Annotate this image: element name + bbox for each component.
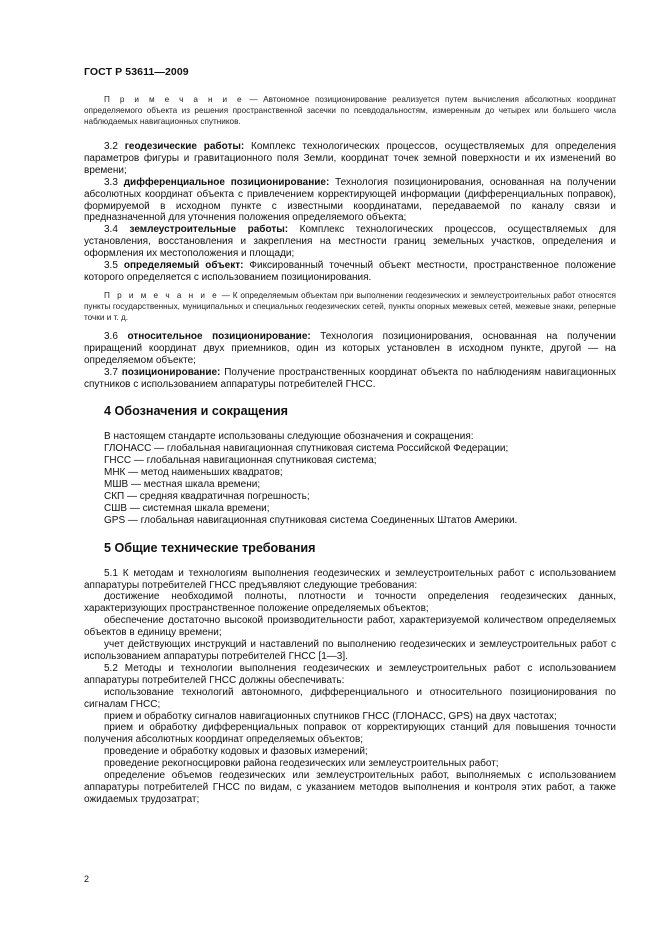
definition-term: позиционирование:: [121, 366, 221, 378]
definition-term: дифференциальное позиционирование:: [123, 176, 330, 188]
definition-number: 3.4: [104, 224, 130, 236]
definition-3-3: [84, 177, 616, 225]
definition-term: определяемый объект:: [123, 260, 244, 272]
list-item: МНК — метод наименьших квадратов;: [104, 467, 283, 479]
note-2: [84, 290, 616, 323]
paragraph: учет действующих инструкций и наставлений по выполнению геодезических и землеустроительных работ с использованием аппаратуры потребителей ГНСС [1—3].: [84, 639, 616, 662]
abbreviations-intro: В настоящем стандарте использованы следующие обозначения и сокращения:: [104, 431, 474, 443]
note-1-label: П р и м е ч а н и е: [104, 95, 244, 104]
list-item: ГЛОНАСС — глобальная навигационная спутниковая система Российской Федерации;: [104, 443, 509, 455]
list-item: СКП — средняя квадратичная погрешность;: [104, 490, 310, 502]
paragraph: 5.1 К методам и технологиям выполнения геодезических и землеустроительных работ с использованием аппаратуры потребителей ГНСС предъявляют следующие требования:: [84, 567, 616, 591]
definition-text: Фиксированный точечный объект местности, пространственное положение которого определяется с использованием позиционирования.: [84, 260, 616, 283]
note-2-label: П р и м е ч а н и е: [104, 290, 219, 300]
definition-3-2: [84, 141, 616, 177]
definition-3-7: [84, 367, 616, 391]
definition-3-4: [84, 224, 616, 260]
definition-text: Комплекс технологических процессов, осуществляемых для определения параметров фигуры и гравитационного поля Земли, координат точек земной поверхности и их изменений во времени;: [84, 141, 616, 176]
paragraph: прием и обработку сигналов навигационных спутников ГНСС (ГЛОНАСС, GPS) на двух частотах;: [104, 710, 557, 722]
list-item: GPS — глобальная навигационная спутниковая система Соединенных Штатов Америки.: [104, 514, 518, 526]
document-body: [84, 94, 616, 806]
paragraph: определение объемов геодезических или землеустроительных работ, выполняемых с использованием аппаратуры потребителей ГНСС по видам, с указанием методов выполнения и контроля этих работ, а также ожидаемых трудозатрат;: [84, 770, 616, 805]
definition-3-5: [84, 260, 616, 284]
list-item: ГНСС — глобальная навигационная спутниковая система;: [104, 455, 377, 467]
definition-3-6: [84, 331, 616, 367]
list-item: МШВ — местная шкала времени;: [104, 479, 261, 491]
definition-text: Технология позиционирования, основанная на получении приращений координат двух приемников, один из которых установлен в исходном пункте, другой — на определяемом объекте;: [84, 330, 617, 366]
paragraph: проведение рекогносцировки района геодезических или землеустроительных работ;: [104, 758, 499, 770]
definition-number: 3.3: [104, 176, 124, 188]
section-5-heading: 5 Общие технические требования: [104, 540, 316, 555]
document-header: ГОСТ Р 53611—2009: [84, 66, 189, 78]
paragraph: 5.2 Методы и технологии выполнения геодезических и землеустроительных работ с использованием аппаратуры потребителей ГНСС должны обеспечивать:: [84, 662, 616, 686]
definition-number: 3.2: [104, 141, 125, 152]
note-1: [84, 94, 616, 127]
definition-term: относительное позиционирование:: [127, 330, 311, 342]
note-2-text: — К определяемым объектам при выполнении геодезических и землеустроительных работ относятся пункты государственных, муниципальных и специальных геодезических сетей, пункты опорных межевых сетей, межевые знаки, реперные точки и т. д.: [84, 290, 616, 322]
abbreviations-list: [84, 431, 616, 526]
definition-text: Получение пространственных координат объекта по наблюдениям навигационных спутников с использованием аппаратуры потребителей ГНСС.: [84, 366, 616, 390]
definition-term: геодезические работы:: [124, 141, 245, 152]
paragraph: использование технологий автономного, дифференциального и относительного позиционирования по сигналам ГНСС;: [84, 686, 616, 710]
paragraph: прием и обработку дифференциальных поправок от корректирующих станций для повышения точности получения абсолютных координат определяемых объектов;: [84, 722, 616, 746]
definition-term: землеустроительные работы:: [129, 224, 289, 236]
paragraph: обеспечение достаточно высокой производительности работ, характеризуемой количеством определяемых объектов в единицу времени;: [84, 615, 616, 639]
paragraph: проведение и обработку кодовых и фазовых измерений;: [104, 746, 368, 758]
definition-number: 3.6: [104, 330, 128, 342]
section-4-heading: 4 Обозначения и сокращения: [104, 404, 288, 419]
paragraph: достижение необходимой полноты, плотности и точности определения геодезических данных, характеризующих пространственное положение определяемых объектов;: [84, 591, 616, 615]
definition-text: Комплекс технологических процессов, осуществляемых для установления, восстановления и закрепления на местности границ земельных участков, определения и оформления их местоположения и площади;: [84, 224, 616, 260]
definition-number: 3.7: [104, 366, 122, 378]
list-item: СШВ — системная шкала времени;: [104, 502, 270, 514]
page-number: 2: [84, 874, 90, 884]
definition-number: 3.5: [104, 260, 124, 272]
definition-text: Технология позиционирования, основанная на получении абсолютных координат объекта с привлечением корректирующей информации (дифференциальных поправок), формируемой в исходном пункте с известными координатами, передаваемой по каналу связи и предназначенной для уточнения положения определяемого объекта;: [84, 176, 617, 224]
note-1-text: — Автономное позиционирование реализуется путем вычисления абсолютных координат определяемого объекта из решения пространственной засечки по псевдодальностям, измеренным до четырех или большего числа наблюдаемых навигационных спутников.: [84, 95, 616, 126]
